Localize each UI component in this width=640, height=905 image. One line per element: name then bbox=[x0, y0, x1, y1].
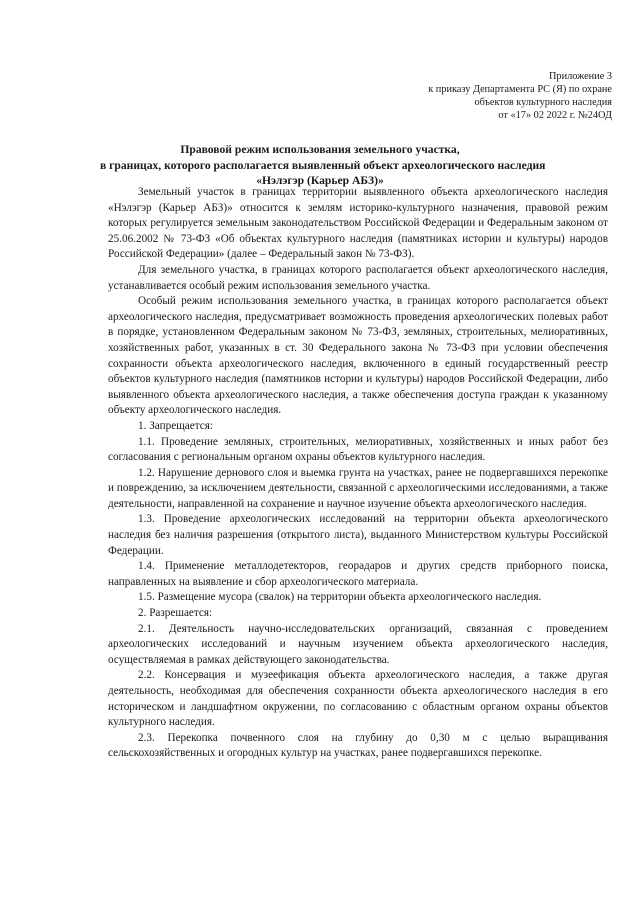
title-line: в границах, которого располагается выявленный объект археологического наследия bbox=[100, 158, 546, 172]
document-body bbox=[108, 185, 608, 762]
paragraph: Земельный участок в границах территории выявленного объекта археологического наследия «Нэлэгэр (Карьер АБЗ)» относится к землям историко-культурного назначения, правовой режим которых регулируется земельным законодательством Российской Федерации и Федеральным законом от 25.06.2002 № 73-ФЗ «Об объектах культурного наследия (памятниках истории и культуры) народов Российской Федерации» (далее – Федеральный закон № 73-ФЗ). bbox=[108, 186, 608, 261]
paragraph: 1.1. Проведение земляных, строительных, мелиоративных, хозяйственных и иных работ без согласования с региональным органом охраны объектов культурного наследия. bbox=[108, 435, 608, 464]
appendix-line: от «17» 02 2022 г. №24ОД bbox=[498, 110, 612, 121]
paragraph: 1.2. Нарушение дернового слоя и выемка грунта на участках, ранее не подвергавшихся перекопке и повреждению, за исключением деятельности, связанной с археологическими исследованиями, а также деятельности, направленной на сохранение и научное изучение объекта археологического наследия. bbox=[108, 466, 608, 510]
paragraph: 1.3. Проведение археологических исследований на территории объекта археологического наследия без наличия разрешения (открытого листа), выданного Министерством культуры Российской Федерации. bbox=[108, 513, 608, 557]
paragraph: 1.4. Применение металлодетекторов, георадаров и других средств приборного поиска, направленных на выявление и сбор археологического материала. bbox=[108, 560, 608, 588]
paragraph: 2.3. Перекопка почвенного слоя на глубину до 0,30 м с целью выращивания сельскохозяйственных и огородных культур на участках, ранее подвергавшихся перекопке. bbox=[108, 731, 608, 760]
appendix-line: Приложение 3 bbox=[549, 71, 612, 82]
appendix-line: к приказу Департамента РС (Я) по охране bbox=[428, 84, 612, 95]
title-line: «Нэлэгэр (Карьер АБЗ)» bbox=[256, 174, 384, 187]
appendix-line: объектов культурного наследия bbox=[474, 97, 612, 108]
section-heading: 1. Запрещается: bbox=[138, 419, 213, 432]
paragraph: Для земельного участка, в границах которого располагается объект археологического наследия, устанавливается особый режим использования земельного участка. bbox=[108, 263, 608, 292]
section-heading: 2. Разрешается: bbox=[138, 607, 213, 620]
paragraph: 2.2. Консервация и музеефикация объекта археологического наследия, а также другая деятельность, необходимая для обеспечения сохранности объекта археологического наследия в его историческом и ландшафтном окружении, по согласованию с областным органом охраны объектов культурного наследия. bbox=[108, 669, 608, 729]
paragraph: 1.5. Размещение мусора (свалок) на территории объекта археологического наследия. bbox=[138, 591, 542, 604]
paragraph: Особый режим использования земельного участка, в границах которого располагается объект археологического наследия, предусматривает возможность проведения археологических полевых работ в порядке, установленном Федеральным законом № 73-ФЗ, земляных, строительных, мелиоративных, хозяйственных работ, указанных в ст. 30 Федерального закона № 73-ФЗ при условии обеспечения сохранности объекта археологического наследия, включенного в единый государственный реестр объектов культурного наследия (памятников истории и культуры) народов Российской Федерации, либо выявленного объекта археологического наследия, а также обеспечения доступа граждан к указанному объекту археологического наследия. bbox=[108, 295, 608, 417]
title-line: Правовой режим использования земельного участка, bbox=[180, 143, 460, 156]
appendix-header bbox=[428, 70, 612, 122]
paragraph: 2.1. Деятельность научно-исследовательских организаций, связанная с проведением археологических исследований и научным изучением объекта археологического наследия, осуществляемая в рамках действующего законодательства. bbox=[108, 622, 608, 666]
document-title bbox=[100, 142, 546, 189]
